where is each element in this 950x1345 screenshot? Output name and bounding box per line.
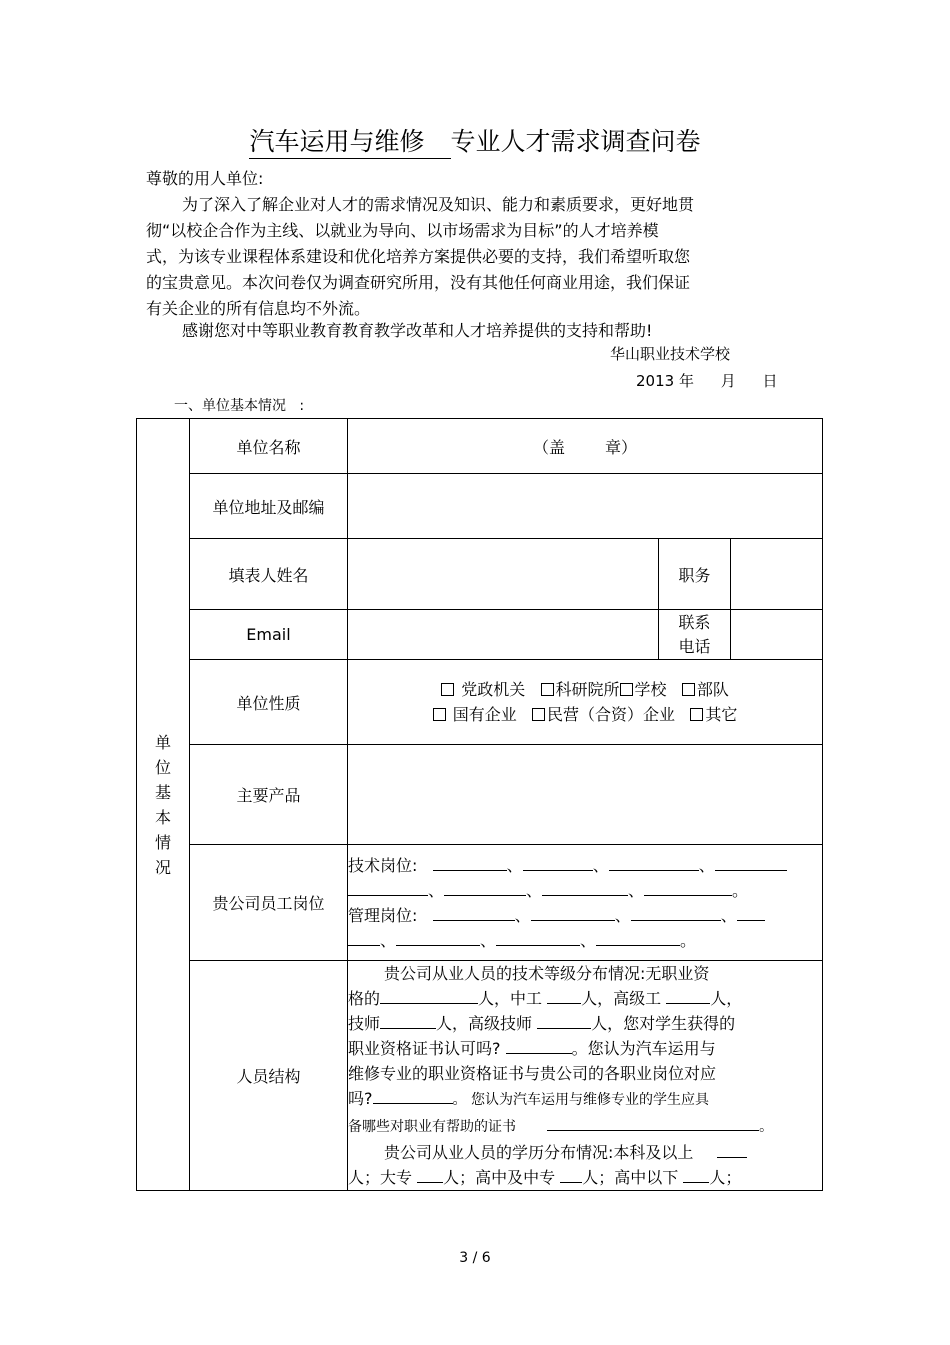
label-phone: 联系 电话 bbox=[659, 610, 731, 660]
checkbox-icon bbox=[690, 708, 703, 721]
option-army[interactable]: 部队 bbox=[682, 680, 729, 699]
option-party-gov[interactable]: 党政机关 bbox=[441, 680, 525, 699]
phone-field[interactable] bbox=[731, 610, 823, 660]
side-label: 单 位 基 本 情 况 bbox=[137, 419, 190, 1191]
option-other[interactable]: 其它 bbox=[690, 705, 737, 724]
duty-field[interactable] bbox=[731, 539, 823, 610]
title-major: 汽车运用与维修 bbox=[249, 126, 450, 159]
checkbox-icon bbox=[433, 708, 446, 721]
intro-line-4: 的宝贵意见。本次问卷仅为调查研究所用，没有其他任何商业用途，我们保证 bbox=[146, 273, 691, 292]
title-rest: 专业人才需求调查问卷 bbox=[450, 127, 701, 156]
label-positions: 贵公司员工岗位 bbox=[190, 845, 348, 961]
date-day: 日 bbox=[762, 372, 778, 390]
unit-name-field[interactable] bbox=[348, 419, 823, 474]
intro-line-2: 彻“以校企合作为主线、以就业为导向、以市场需求为目标”的人才培养模 bbox=[146, 221, 659, 240]
nature-options bbox=[348, 660, 823, 745]
intro-line-1: 为了深入了解企业对人才的需求情况及知识、能力和素质要求，更好地贯 bbox=[182, 195, 695, 214]
label-structure: 人员结构 bbox=[190, 961, 348, 1191]
label-nature: 单位性质 bbox=[190, 660, 348, 745]
date-line bbox=[636, 370, 778, 391]
products-field[interactable] bbox=[348, 745, 823, 845]
positions-field[interactable]: 技术岗位: 、 、 、 、 、 、 。 管理岗位: 、 、 、 、 、 、 。 bbox=[348, 845, 823, 961]
intro-line-3: 式，为该专业课程体系建设和优化培养方案提供必要的支持，我们希望听取您 bbox=[146, 247, 691, 266]
checkbox-icon bbox=[441, 683, 454, 696]
label-email: Email bbox=[190, 610, 348, 660]
label-products: 主要产品 bbox=[190, 745, 348, 845]
address-field[interactable] bbox=[348, 474, 823, 539]
structure-field[interactable]: 贵公司从业人员的技术等级分布情况:无职业资 格的 人，中工 人，高级工 人， 技师 人，高级技师 人，您对学生获得的 职业资格证书认可吗? 。您认为汽车运用与 维修专业的职业资格证书与贵公司的各职业岗位对应 吗? 。 您认为汽车运用与维修专业的学生应具 备哪些对职业有帮助的证书 。 贵公司从业人员的学历分布情况:本科及以上 人；大专 人；高中及中专 人；高中以下 人； bbox=[348, 961, 823, 1191]
checkbox-icon bbox=[620, 683, 633, 696]
filler-name-field[interactable] bbox=[348, 539, 659, 610]
unit-info-table bbox=[136, 418, 823, 1191]
option-private[interactable]: 民营（合资）企业 bbox=[532, 705, 675, 724]
option-state-owned[interactable]: 国有企业 bbox=[433, 705, 517, 724]
label-unit-name: 单位名称 bbox=[190, 419, 348, 474]
greeting: 尊敬的用人单位: bbox=[146, 169, 264, 188]
option-school[interactable]: 学校 bbox=[620, 680, 667, 699]
seal-right: 章） bbox=[605, 438, 638, 457]
label-filler-name: 填表人姓名 bbox=[190, 539, 348, 610]
school-name: 华山职业技术学校 bbox=[610, 345, 731, 363]
date-year: 2013 年 bbox=[636, 372, 694, 390]
page-title bbox=[0, 122, 950, 159]
page-number: 3 / 6 bbox=[459, 1250, 491, 1266]
checkbox-icon bbox=[532, 708, 545, 721]
option-research[interactable]: 科研院所 bbox=[541, 680, 620, 699]
intro-line-5: 有关企业的所有信息均不外流。 bbox=[146, 299, 371, 318]
label-address: 单位地址及邮编 bbox=[190, 474, 348, 539]
checkbox-icon bbox=[682, 683, 695, 696]
email-field[interactable] bbox=[348, 610, 659, 660]
label-duty: 职务 bbox=[659, 539, 731, 610]
seal-left: （盖 bbox=[532, 438, 565, 457]
checkbox-icon bbox=[541, 683, 554, 696]
date-month: 月 bbox=[720, 372, 736, 390]
thanks-line: 感谢您对中等职业教育教育教学改革和人才培养提供的支持和帮助! bbox=[182, 321, 653, 340]
section-heading: 一、单位基本情况 : bbox=[174, 398, 305, 414]
